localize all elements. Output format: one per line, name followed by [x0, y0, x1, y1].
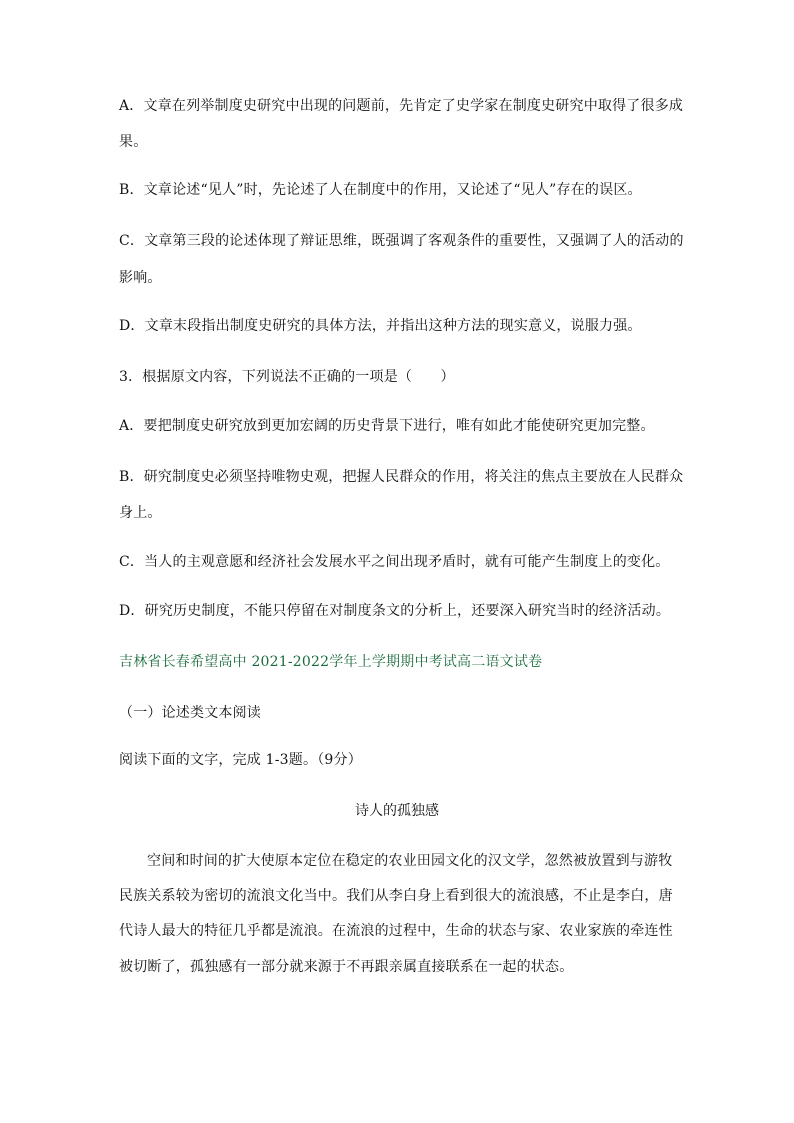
reading-instruction: 阅读下面的文字，完成 1-3题。（9分） [119, 752, 362, 768]
q2-option-a-line2: 果。 [119, 134, 148, 150]
q2-option-b: B．文章论述“见人”时，先论述了人在制度中的作用，又论述了“见人”存在的误区。 [119, 182, 642, 198]
q3-stem: 3．根据原文内容，下列说法不正确的一项是（ ） [119, 369, 455, 385]
article-paragraph-line1: 空间和时间的扩大使原本定位在稳定的农业田园文化的汉文学，忽然被放置到与游牧 [147, 853, 673, 869]
article-paragraph-line4: 被切断了，孤独感有一部分就来源于不再跟亲属直接联系在一起的状态。 [119, 959, 574, 975]
q2-option-a-line1: A．文章在列举制度史研究中出现的问题前，先肯定了史学家在制度史研究中取得了很多成 [119, 98, 684, 114]
q3-option-b-line2: 身上。 [119, 505, 162, 521]
q2-option-c-line2: 影响。 [119, 270, 162, 286]
section-heading: （一）论述类文本阅读 [119, 705, 261, 721]
q3-option-b-line1: B．研究制度史必须坚持唯物史观，把握人民群众的作用，将关注的焦点主要放在人民群众 [119, 469, 684, 485]
q3-option-d: D．研究历史制度，不能只停留在对制度条文的分析上，还要深入研究当时的经济活动。 [119, 603, 671, 619]
q3-option-a: A．要把制度史研究放到更加宏阔的历史背景下进行，唯有如此才能使研究更加完整。 [119, 418, 655, 434]
q3-option-c: C．当人的主观意愿和经济社会发展水平之间出现矛盾时，就有可能产生制度上的变化。 [119, 554, 670, 570]
article-paragraph-line3: 代诗人最大的特征几乎都是流浪。在流浪的过程中，生命的状态与家、农业家族的牵连性 [119, 923, 673, 939]
article-paragraph-line2: 民族关系较为密切的流浪文化当中。我们从李白身上看到很大的流浪感，不止是李白，唐 [119, 888, 673, 904]
article-title: 诗人的孤独感 [355, 803, 439, 819]
q2-option-d: D．文章末段指出制度史研究的具体方法，并指出这种方法的现实意义，说服力强。 [119, 318, 642, 334]
q2-option-c-line1: C．文章第三段的论述体现了辩证思维，既强调了客观条件的重要性，又强调了人的活动的 [119, 233, 684, 249]
source-link[interactable]: 吉林省长春希望高中 2021-2022学年上学期期中考试高二语文试卷 [119, 654, 543, 670]
